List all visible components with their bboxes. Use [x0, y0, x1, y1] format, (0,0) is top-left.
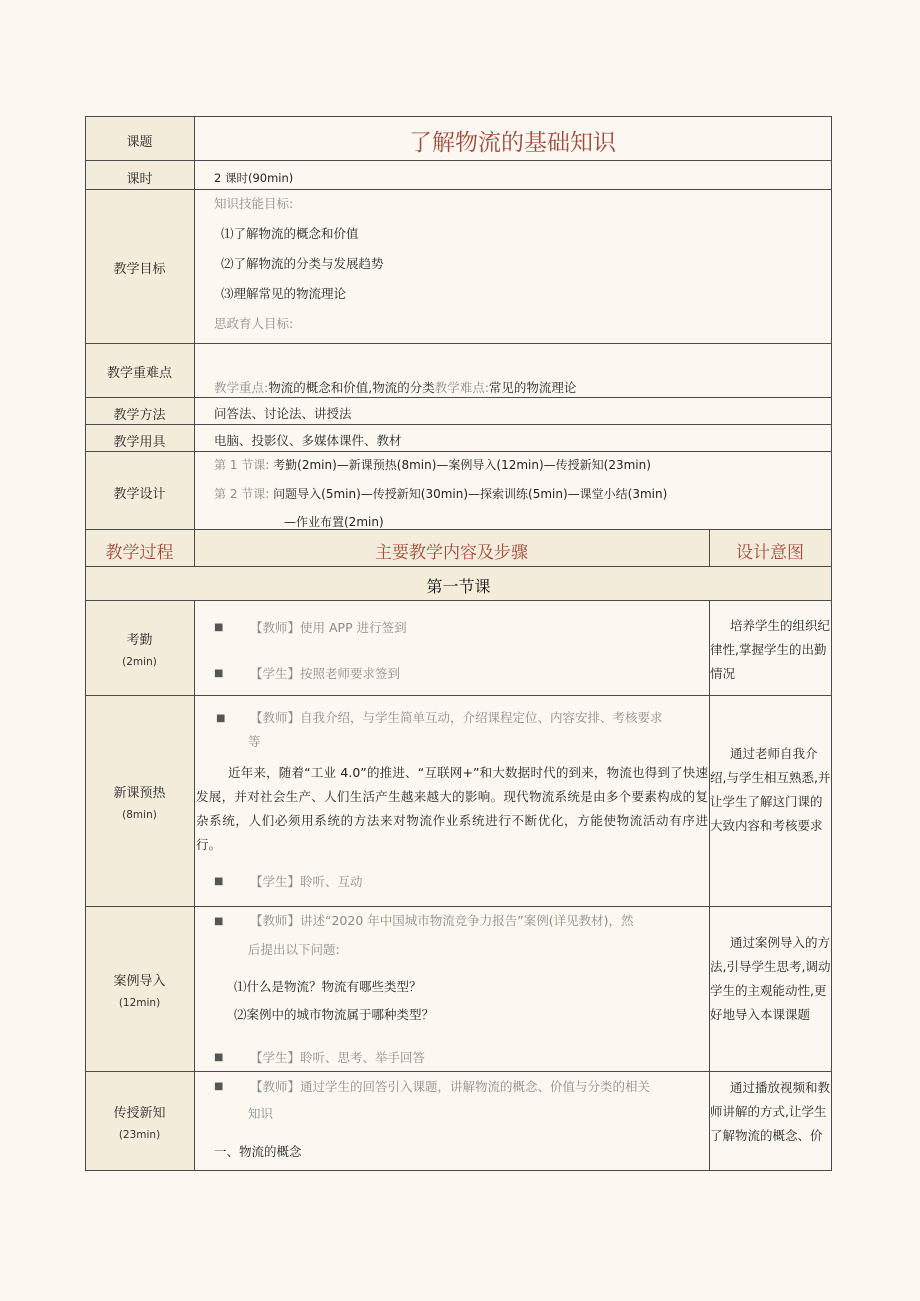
page-title: 了解物流的基础知识: [409, 130, 616, 156]
square-bullet-icon: ■: [214, 668, 224, 679]
design-intent: 通过播放视频和教师讲解的方式,让学生了解物流的概念、价: [710, 1080, 831, 1143]
design-intent: 培养学生的组织纪律性,掌握学生的出勤情况: [710, 618, 831, 681]
tools-label: 教学用具: [113, 435, 166, 450]
lesson1-line: [214, 456, 651, 473]
key-label: 教学重点:: [214, 380, 269, 395]
tools-value: 电脑、投影仪、多媒体课件、教材: [214, 433, 402, 448]
teacher-activity: 【教师】讲述“2020 年中国城市物流竞争力报告”案例(详见教材)，然: [250, 913, 634, 928]
step-time: (8min): [122, 809, 157, 821]
student-activity: 【学生】聆听、思考、举手回答: [250, 1050, 426, 1065]
knowledge-heading: 知识技能目标:: [214, 196, 294, 211]
process-col1-header: 教学过程: [105, 543, 174, 563]
rule: [85, 695, 832, 696]
hours-label: 课时: [126, 172, 153, 187]
goal-item: ⑵了解物流的分类与发展趋势: [221, 256, 384, 271]
teacher-activity: 【教师】通过学生的回答引入课题，讲解物流的概念、价值与分类的相关: [250, 1079, 651, 1094]
process-col2-header: 主要教学内容及步骤: [375, 543, 528, 563]
lesson1-label: 第 1 节课:: [214, 458, 270, 472]
rule: [85, 160, 832, 161]
step-name: 案例导入: [113, 974, 166, 989]
step-time: (12min): [118, 997, 161, 1009]
method-label: 教学方法: [113, 408, 166, 423]
step-name: 考勤: [126, 633, 153, 648]
lesson2-line: [214, 485, 667, 502]
square-bullet-icon: ■: [214, 1052, 224, 1063]
design-intent: 通过老师自我介绍,与学生相互熟悉,并让学生了解这门课的大致内容和考核要求: [710, 746, 831, 833]
goal-item: ⑴了解物流的概念和价值: [221, 226, 359, 241]
goal-item: ⑶理解常见的物流理论: [221, 286, 347, 301]
rule: [85, 1071, 832, 1072]
step-time: (23min): [118, 1129, 161, 1141]
step-name: 新课预热: [113, 786, 166, 801]
intro-paragraph: 近年来，随着“工业 4.0”的推进、“互联网+”和大数据时代的到来，物流也得到了快速发展，并对社会生产、人们生活产生越来越大的影响。现代物流系统是由多个要素构成的复杂系统，人们必须用系统的方法来对物流作业系统进行不断优化，方能使物流活动有序进行。: [196, 765, 708, 852]
process-col3-header: 设计意图: [736, 543, 804, 563]
rule: [194, 600, 195, 1171]
step-name: 传授新知: [113, 1106, 166, 1121]
ideology-heading: 思政育人目标:: [214, 316, 294, 331]
key-points-line: [214, 378, 576, 396]
method-value: 问答法、讨论法、讲授法: [214, 406, 352, 421]
difficulty-label: 教学难点:: [434, 380, 489, 395]
lesson2-label: 第 2 节课:: [214, 487, 270, 501]
rule: [85, 424, 832, 425]
rule: [85, 343, 832, 344]
square-bullet-icon: ■: [214, 622, 224, 633]
rule: [85, 566, 832, 567]
case-question: ⑴什么是物流？物流有哪些类型？: [234, 979, 422, 994]
square-bullet-icon: ■: [216, 713, 226, 724]
section-title: 第一节课: [426, 577, 491, 596]
goals-label: 教学目标: [113, 262, 166, 277]
case-question: ⑵案例中的城市物流属于哪种类型？: [234, 1007, 435, 1022]
rule: [85, 189, 832, 190]
teacher-activity-cont: 后提出以下问题:: [248, 942, 340, 957]
rule: [194, 116, 195, 566]
teacher-activity-cont: 等: [248, 734, 261, 749]
rule: [85, 1170, 832, 1171]
key-points-label: 教学重难点: [106, 366, 172, 381]
teacher-activity-cont: 知识: [248, 1106, 274, 1121]
square-bullet-icon: ■: [214, 916, 224, 927]
teacher-activity: 【教师】自我介绍，与学生简单互动，介绍课程定位、内容安排、考核要求: [250, 710, 663, 725]
topic-label: 课题: [126, 135, 153, 150]
rule: [85, 116, 832, 117]
design-intent: 通过案例导入的方法,引导学生思考,调动学生的主观能动性,更好地导入本课课题: [710, 935, 831, 1022]
lesson2-continuation: —作业布置(2min): [284, 515, 384, 529]
lesson1-value: 考勤(2min)—新课预热(8min)—案例导入(12min)—传授新知(23min): [273, 458, 651, 472]
rule: [85, 600, 832, 601]
rule: [85, 451, 832, 452]
key-value: 物流的概念和价值,物流的分类: [268, 380, 435, 395]
section-heading: 一、物流的概念: [214, 1144, 302, 1159]
student-activity: 【学生】聆听、互动: [250, 874, 363, 889]
student-activity: 【学生】按照老师要求签到: [250, 666, 401, 681]
hours-value: 2 课时(90min): [214, 171, 294, 185]
lesson2-value: 问题导入(5min)—传授新知(30min)—探索训练(5min)—课堂小结(3min): [273, 487, 668, 501]
difficulty-value: 常见的物流理论: [488, 380, 577, 395]
teacher-activity: 【教师】使用 APP 进行签到: [250, 620, 407, 635]
rule: [85, 906, 832, 907]
square-bullet-icon: ■: [214, 876, 224, 887]
design-label: 教学设计: [113, 487, 166, 502]
square-bullet-icon: ■: [214, 1081, 224, 1092]
rule: [85, 529, 832, 530]
rule: [85, 397, 832, 398]
step-time: (2min): [122, 656, 157, 668]
